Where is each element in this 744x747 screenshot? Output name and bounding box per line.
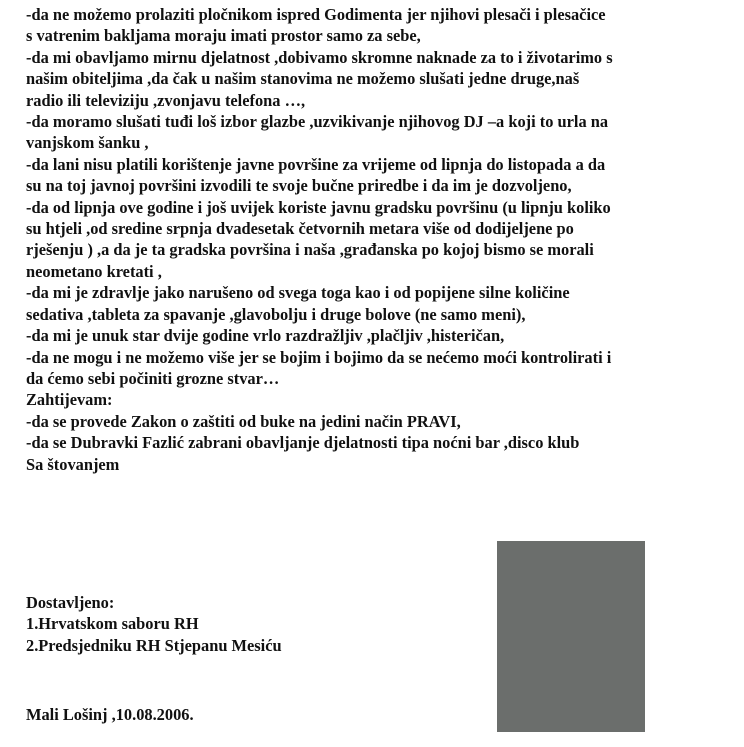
place-date-text: Mali Lošinj ,10.08.2006. (26, 705, 194, 724)
redaction-box (497, 541, 645, 732)
recipients-block (26, 592, 282, 656)
body-line: našim obiteljima ,da čak u našim stanovima ne možemo slušati jedne druge,naš (26, 69, 580, 89)
recipient-item: 1.Hrvatskom saboru RH (26, 614, 199, 634)
body-line: -da ne možemo prolaziti pločnikom ispred Godimenta jer njihovi plesači i plesačice (26, 5, 606, 24)
body-line: -da moramo slušati tuđi loš izbor glazbe ,uzvikivanje njihovog DJ –a koji to urla na (26, 112, 609, 132)
body-line: su na toj javnoj površini izvodili te svoje bučne priredbe i da im je dozvoljeno, (26, 176, 572, 196)
demand-heading: Zahtijevam: (26, 390, 113, 410)
body-line: neometano kretati , (26, 261, 162, 281)
body-line: rješenju ) ,a da je ta gradska površina i naša ,građanska po kojoj bismo se morali (26, 240, 594, 260)
body-line: -da lani nisu platili korištenje javne površine za vrijeme od lipnja do listopada a da (26, 154, 606, 174)
body-line: s vatrenim bakljama moraju imati prostor samo za sebe, (26, 26, 421, 46)
body-line: -da od lipnja ove godine i još uvijek koriste javnu gradsku površinu (u lipnju koliko (26, 197, 611, 217)
place-and-date (26, 704, 194, 725)
body-line: -da mi obavljamo mirnu djelatnost ,dobivamo skromne naknade za to i životarimo s (26, 47, 613, 67)
body-line: radio ili televiziju ,zvonjavu telefona …, (26, 90, 306, 110)
letter-body (26, 4, 738, 475)
closing-salutation: Sa štovanjem (26, 454, 120, 474)
body-line: -da mi je unuk star dvije godine vrlo razdražljiv ,plačljiv ,histeričan, (26, 326, 505, 346)
body-line: vanjskom šanku , (26, 133, 149, 153)
demand-item: -da se provede Zakon o zaštiti od buke na jedini način PRAVI, (26, 411, 461, 431)
body-line: -da ne mogu i ne možemo više jer se bojim i bojimo da se nećemo moći kontrolirati i (26, 347, 612, 367)
body-line: sedativa ,tableta za spavanje ,glavobolju i druge bolove (ne samo meni), (26, 304, 526, 324)
body-line: -da mi je zdravlje jako narušeno od svega toga kao i od popijene silne količine (26, 283, 570, 303)
recipient-item: 2.Predsjedniku RH Stjepanu Mesiću (26, 635, 282, 655)
body-line: da ćemo sebi počiniti grozne stvar… (26, 368, 280, 388)
body-line: su htjeli ,od sredine srpnja dvadesetak četvornih metara više od dodijeljene po (26, 219, 574, 239)
demand-item: -da se Dubravki Fazlić zabrani obavljanje djelatnosti tipa noćni bar ,disco klub (26, 433, 580, 453)
recipients-heading: Dostavljeno: (26, 593, 115, 612)
